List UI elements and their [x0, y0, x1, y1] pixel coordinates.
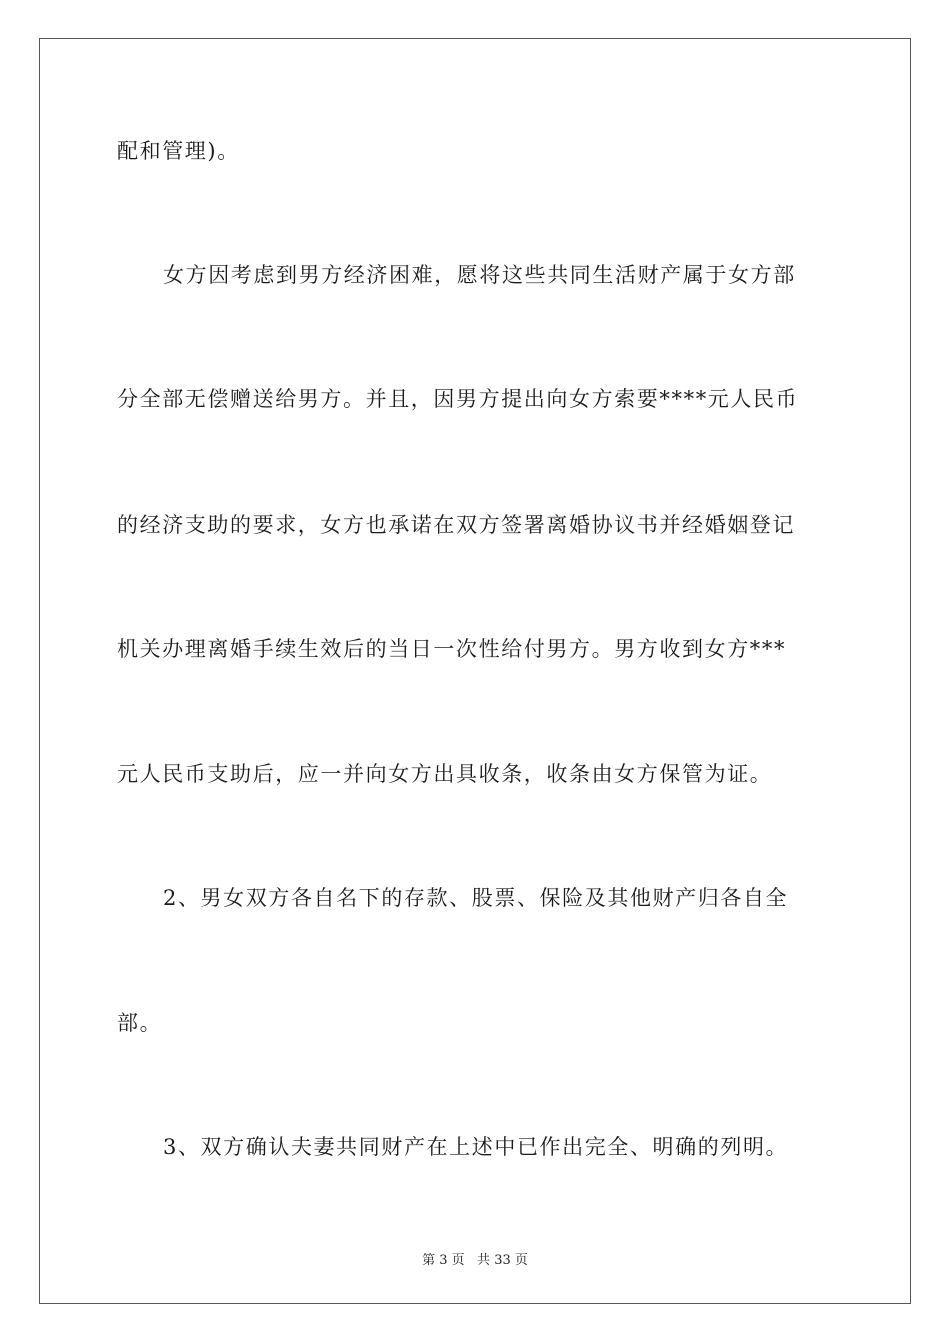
page-number-footer: 第 3 页 共 33 页 — [422, 1253, 528, 1268]
paragraph-2-line-1: 2、男女双方各自名下的存款、股票、保险及其他财产归各自全 — [163, 886, 789, 910]
paragraph-2-line-2: 部。 — [117, 1011, 163, 1035]
paragraph-1-line-5: 元人民币支助后，应一并向女方出具收条，收条由女方保管为证。 — [117, 762, 773, 786]
paragraph-1-line-4: 机关办理离婚手续生效后的当日一次性给付男方。男方收到女方*** — [117, 637, 787, 661]
paragraph-3-line-1: 3、双方确认夫妻共同财产在上述中已作出完全、明确的列明。 — [163, 1135, 789, 1159]
paragraph-1-line-1: 女方因考虑到男方经济困难，愿将这些共同生活财产属于女方部 — [163, 263, 796, 287]
text-line-1: 配和管理)。 — [117, 139, 240, 163]
paragraph-1-line-2: 分全部无偿赠送给男方。并且，因男方提出向女方索要****元人民币 — [117, 387, 799, 411]
page-border — [39, 38, 911, 1304]
paragraph-1-line-3: 的经济支助的要求，女方也承诺在双方签署离婚协议书并经婚姻登记 — [117, 513, 795, 537]
